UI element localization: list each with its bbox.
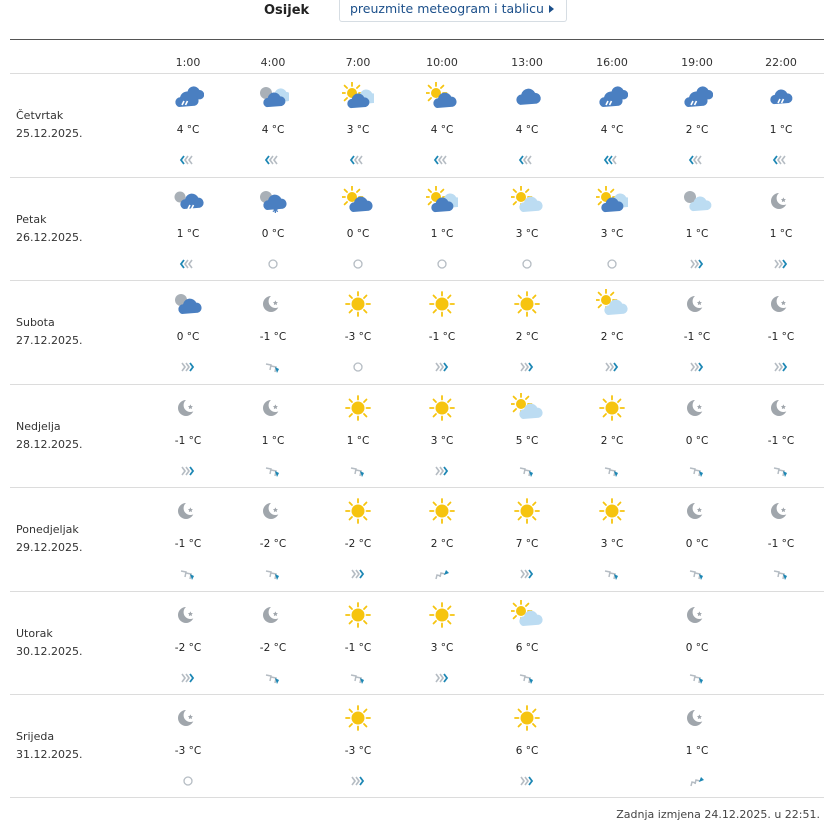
wind-e-icon: [347, 773, 369, 787]
forecast-cell[interactable]: [148, 592, 228, 695]
wind-e-icon: [177, 670, 199, 684]
temperature: 4 °C: [430, 124, 454, 136]
temperature: 1 °C: [685, 228, 709, 240]
day-row: [0, 74, 840, 177]
temperature: -1 °C: [174, 538, 202, 550]
moon-icon: [765, 186, 797, 216]
forecast-cell[interactable]: [572, 281, 652, 384]
sun-icon: [342, 703, 374, 733]
header: [0, 0, 840, 24]
temperature: 7 °C: [515, 538, 539, 550]
wind-e-icon: [431, 463, 453, 477]
wind-se-icon: [262, 359, 284, 373]
night-cloud-icon: [172, 289, 204, 319]
forecast-cell[interactable]: [487, 281, 567, 384]
forecast-cell[interactable]: [318, 178, 398, 281]
svg-text:✱: ✱: [272, 206, 279, 215]
moon-icon: [172, 496, 204, 526]
forecast-cell[interactable]: [657, 488, 737, 591]
temperature: 3 °C: [600, 538, 624, 550]
sun-icon: [342, 393, 374, 423]
forecast-cell[interactable]: [657, 385, 737, 488]
temperature: 2 °C: [515, 331, 539, 343]
day-date: 29.12.2025.: [16, 541, 83, 554]
wind-ne-icon: [431, 566, 453, 580]
wind-calm-icon: [347, 256, 369, 270]
wind-se-icon: [516, 463, 538, 477]
last-updated: Zadnja izmjena 24.12.2025. u 22:51.: [616, 808, 820, 821]
wind-w-icon: [770, 152, 792, 166]
day-row: [0, 695, 840, 798]
temperature: 0 °C: [176, 331, 200, 343]
day-date: 28.12.2025.: [16, 438, 83, 451]
temperature: 1 °C: [346, 435, 370, 447]
moon-icon: [765, 289, 797, 319]
day-name: Četvrtak: [16, 109, 64, 122]
sun-icon: [596, 393, 628, 423]
forecast-cell[interactable]: [487, 385, 567, 488]
forecast-cell[interactable]: [318, 74, 398, 177]
sun-cloudy-icon: [426, 186, 458, 216]
temperature: -1 °C: [344, 642, 372, 654]
wind-se-icon: [686, 463, 708, 477]
day-date: 30.12.2025.: [16, 645, 83, 658]
forecast-cell[interactable]: [148, 385, 228, 488]
wind-se-icon: [177, 566, 199, 580]
forecast-cell[interactable]: [741, 74, 821, 177]
day-row: [0, 178, 840, 281]
wind-e-icon: [431, 670, 453, 684]
hours-row: [0, 56, 840, 72]
forecast-cell[interactable]: [657, 74, 737, 177]
temperature: -2 °C: [259, 538, 287, 550]
moon-icon: [257, 393, 289, 423]
wind-w-icon: [177, 256, 199, 270]
sun-icon: [511, 289, 543, 319]
wind-w-icon: [686, 152, 708, 166]
sun-icon: [511, 496, 543, 526]
forecast-cell[interactable]: [233, 281, 313, 384]
hour-label: 1:00: [175, 56, 201, 69]
wind-se-icon: [262, 670, 284, 684]
forecast-cell[interactable]: [572, 178, 652, 281]
hour-label: 19:00: [681, 56, 713, 69]
forecast-cell[interactable]: [233, 592, 313, 695]
hour-label: 22:00: [765, 56, 797, 69]
wind-se-icon: [516, 670, 538, 684]
moon-icon: [172, 703, 204, 733]
wind-e-icon: [516, 359, 538, 373]
temperature: -1 °C: [767, 331, 795, 343]
sun-icon: [426, 289, 458, 319]
sun-icon: [426, 393, 458, 423]
forecast-cell[interactable]: [402, 488, 482, 591]
wind-se-icon: [262, 463, 284, 477]
moon-icon: [681, 289, 713, 319]
sun-icon: [342, 496, 374, 526]
forecast-cell[interactable]: [318, 695, 398, 798]
moon-icon: [681, 496, 713, 526]
temperature: -2 °C: [344, 538, 372, 550]
wind-w-icon: [177, 152, 199, 166]
wind-se-icon: [601, 463, 623, 477]
moon-icon: [765, 393, 797, 423]
temperature: 1 °C: [769, 228, 793, 240]
temperature: 0 °C: [346, 228, 370, 240]
wind-calm-icon: [516, 256, 538, 270]
forecast-cell[interactable]: [741, 488, 821, 591]
sun-icon: [342, 289, 374, 319]
forecast-cell[interactable]: [657, 178, 737, 281]
sun-light-cloud-icon: [511, 393, 543, 423]
day-date: 26.12.2025.: [16, 231, 83, 244]
forecast-cell[interactable]: [402, 385, 482, 488]
forecast-cell[interactable]: [657, 695, 737, 798]
hour-label: 10:00: [426, 56, 458, 69]
temperature: 1 °C: [769, 124, 793, 136]
wind-e-icon: [686, 256, 708, 270]
forecast-cell[interactable]: [402, 74, 482, 177]
cloud-drizzle-small-icon: [765, 82, 797, 112]
wind-calm-icon: [262, 256, 284, 270]
forecast-cell[interactable]: [148, 695, 228, 798]
night-snow-icon: [257, 186, 289, 216]
wind-w-icon: [262, 152, 284, 166]
wind-e-icon: [347, 566, 369, 580]
forecast-cell[interactable]: [402, 178, 482, 281]
wind-e-icon: [431, 359, 453, 373]
wind-e-icon: [516, 773, 538, 787]
temperature: 1 °C: [685, 745, 709, 757]
day-name: Ponedjeljak: [16, 523, 79, 536]
day-date: 25.12.2025.: [16, 127, 83, 140]
forecast-cell[interactable]: [402, 281, 482, 384]
temperature: 0 °C: [685, 538, 709, 550]
forecast-cell[interactable]: [487, 592, 567, 695]
sun-icon: [426, 496, 458, 526]
temperature: -1 °C: [767, 435, 795, 447]
wind-e-icon: [770, 256, 792, 270]
wind-w-icon: [516, 152, 538, 166]
forecast-cell[interactable]: [487, 178, 567, 281]
wind-e-icon: [516, 566, 538, 580]
wind-se-icon: [770, 566, 792, 580]
forecast-cell[interactable]: [148, 281, 228, 384]
temperature: 2 °C: [430, 538, 454, 550]
forecast-cell[interactable]: [657, 281, 737, 384]
moon-icon: [257, 600, 289, 630]
temperature: 3 °C: [515, 228, 539, 240]
night-drizzle-icon: [172, 186, 204, 216]
moon-icon: [681, 600, 713, 630]
temperature: -3 °C: [174, 745, 202, 757]
temperature: 4 °C: [176, 124, 200, 136]
forecast-cell[interactable]: [487, 695, 567, 798]
wind-calm-icon: [347, 359, 369, 373]
day-row: [0, 592, 840, 695]
forecast-cell[interactable]: [572, 488, 652, 591]
temperature: 4 °C: [515, 124, 539, 136]
temperature: 1 °C: [430, 228, 454, 240]
arrow-right-icon: [549, 5, 554, 13]
temperature: -3 °C: [344, 745, 372, 757]
wind-w-icon: [347, 152, 369, 166]
forecast-cell[interactable]: [487, 74, 567, 177]
wind-se-icon: [770, 463, 792, 477]
wind-se-icon: [262, 566, 284, 580]
temperature: 4 °C: [261, 124, 285, 136]
cloud-icon: [511, 82, 543, 112]
cloud-drizzle-icon: [172, 82, 204, 112]
temperature: 0 °C: [685, 642, 709, 654]
wind-w-icon: [431, 152, 453, 166]
temperature: 3 °C: [346, 124, 370, 136]
wind-calm-icon: [431, 256, 453, 270]
sun-cloud-icon: [426, 82, 458, 112]
forecast-cell[interactable]: [148, 488, 228, 591]
wind-w2-icon: [601, 152, 623, 166]
wind-se-icon: [686, 566, 708, 580]
sun-cloud-icon: [342, 186, 374, 216]
forecast-cell[interactable]: [741, 385, 821, 488]
wind-calm-icon: [177, 773, 199, 787]
sun-icon: [511, 703, 543, 733]
temperature: 1 °C: [261, 435, 285, 447]
hour-label: 13:00: [511, 56, 543, 69]
temperature: -2 °C: [174, 642, 202, 654]
moon-icon: [172, 600, 204, 630]
cloud-drizzle-icon: [681, 82, 713, 112]
temperature: 6 °C: [515, 642, 539, 654]
sun-icon: [596, 496, 628, 526]
forecast-cell[interactable]: [233, 385, 313, 488]
wind-ne-icon: [686, 773, 708, 787]
download-label: preuzmite meteogram i tablicu: [350, 1, 544, 16]
temperature: 6 °C: [515, 745, 539, 757]
temperature: 3 °C: [430, 435, 454, 447]
forecast-cell[interactable]: [318, 488, 398, 591]
day-row: [0, 385, 840, 488]
hour-label: 4:00: [260, 56, 286, 69]
temperature: -3 °C: [344, 331, 372, 343]
forecast-cell[interactable]: [233, 488, 313, 591]
temperature: -1 °C: [428, 331, 456, 343]
day-name: Nedjelja: [16, 420, 61, 433]
forecast-cell[interactable]: [318, 281, 398, 384]
night-cloudy-icon: [257, 82, 289, 112]
day-row: [0, 488, 840, 591]
day-name: Utorak: [16, 627, 53, 640]
sun-light-cloud-icon: [596, 289, 628, 319]
temperature: 2 °C: [685, 124, 709, 136]
wind-e-icon: [770, 359, 792, 373]
sun-icon: [426, 600, 458, 630]
day-date: 27.12.2025.: [16, 334, 83, 347]
forecast-cell[interactable]: [233, 178, 313, 281]
forecast-cell[interactable]: [318, 592, 398, 695]
moon-icon: [257, 496, 289, 526]
wind-e-icon: [177, 463, 199, 477]
forecast-cell[interactable]: [318, 385, 398, 488]
night-light-cloud-icon: [681, 186, 713, 216]
sun-cloudy-icon: [596, 186, 628, 216]
temperature: -1 °C: [767, 538, 795, 550]
wind-e-icon: [686, 359, 708, 373]
download-meteogram-button[interactable]: [339, 0, 567, 22]
wind-e-icon: [601, 359, 623, 373]
temperature: 5 °C: [515, 435, 539, 447]
day-name: Subota: [16, 316, 55, 329]
forecast-cell[interactable]: [233, 74, 313, 177]
temperature: 0 °C: [261, 228, 285, 240]
temperature: -1 °C: [174, 435, 202, 447]
moon-icon: [172, 393, 204, 423]
wind-e-icon: [177, 359, 199, 373]
hour-label: 7:00: [345, 56, 371, 69]
wind-se-icon: [347, 670, 369, 684]
wind-se-icon: [347, 463, 369, 477]
top-divider: [10, 39, 824, 40]
moon-icon: [257, 289, 289, 319]
city-title: Osijek: [264, 3, 310, 18]
temperature: -2 °C: [259, 642, 287, 654]
forecast-cell[interactable]: [148, 178, 228, 281]
sun-light-cloud-icon: [511, 186, 543, 216]
forecast-cell[interactable]: [148, 74, 228, 177]
temperature: 3 °C: [430, 642, 454, 654]
sun-icon: [342, 600, 374, 630]
day-date: 31.12.2025.: [16, 748, 83, 761]
temperature: -1 °C: [683, 331, 711, 343]
cloud-drizzle-icon: [596, 82, 628, 112]
temperature: 4 °C: [600, 124, 624, 136]
moon-icon: [681, 703, 713, 733]
temperature: 2 °C: [600, 435, 624, 447]
temperature: 1 °C: [176, 228, 200, 240]
moon-icon: [765, 496, 797, 526]
forecast-cell[interactable]: [572, 385, 652, 488]
day-name: Petak: [16, 213, 47, 226]
moon-icon: [681, 393, 713, 423]
forecast-cell[interactable]: [402, 592, 482, 695]
forecast-cell[interactable]: [657, 592, 737, 695]
wind-se-icon: [601, 566, 623, 580]
hour-label: 16:00: [596, 56, 628, 69]
sun-cloudy-icon: [342, 82, 374, 112]
forecast-cell[interactable]: [741, 281, 821, 384]
wind-se-icon: [686, 670, 708, 684]
sun-light-cloud-icon: [511, 600, 543, 630]
day-name: Srijeda: [16, 730, 55, 743]
forecast-cell[interactable]: [487, 488, 567, 591]
temperature: 2 °C: [600, 331, 624, 343]
forecast-cell[interactable]: [741, 178, 821, 281]
day-row: [0, 281, 840, 384]
forecast-cell[interactable]: [572, 74, 652, 177]
temperature: 0 °C: [685, 435, 709, 447]
temperature: -1 °C: [259, 331, 287, 343]
temperature: 3 °C: [600, 228, 624, 240]
wind-calm-icon: [601, 256, 623, 270]
